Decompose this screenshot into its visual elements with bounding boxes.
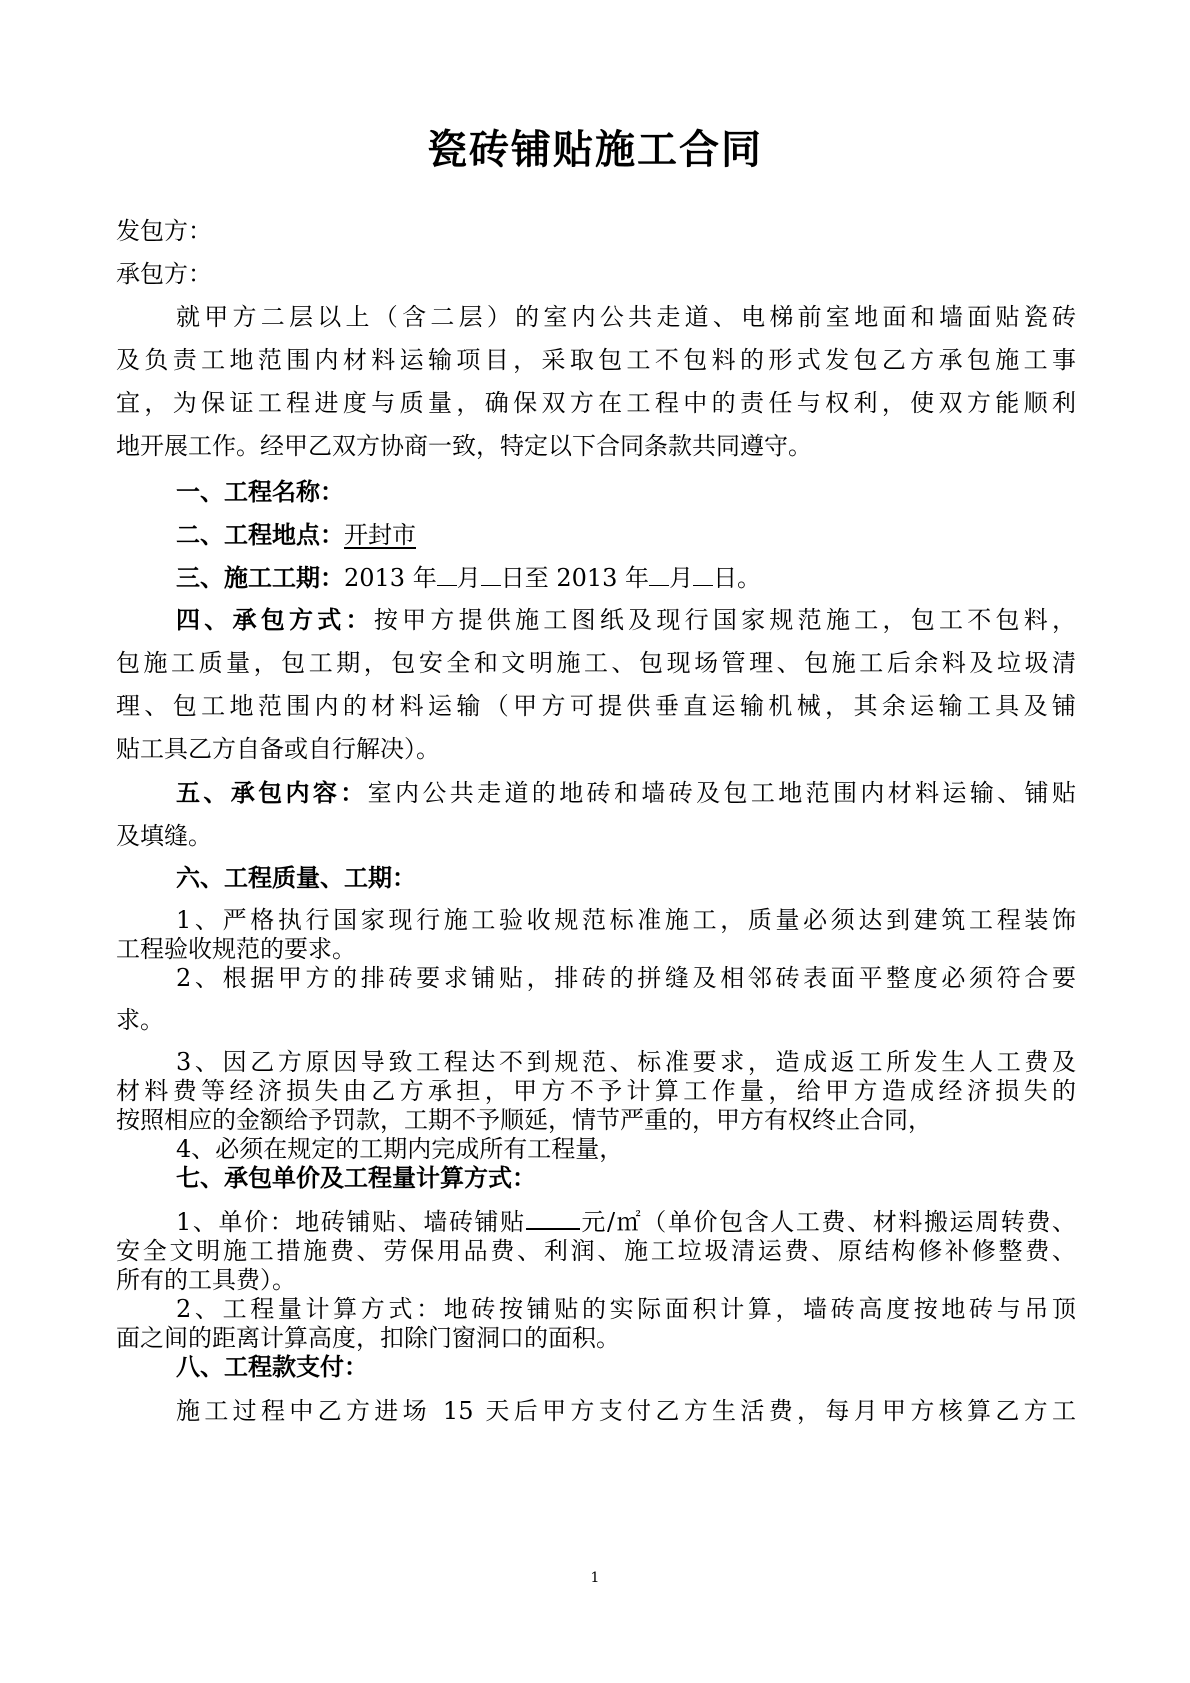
contractor-label: 承包方： [116,260,212,288]
end-month-blank [649,563,669,586]
section-heading-quality: 六、工程质量、工期： [176,864,416,892]
start-day-blank [481,563,501,586]
intro-line: 及负责工地范围内材料运输项目，采取包工不包料的形式发包乙方承包施工事 [116,346,1076,374]
unit-price-suffix: 元/㎡（单价包含人工费、材料搬运周转费、 [579,1208,1076,1236]
document-title: 瓷砖铺贴施工合同 [427,127,763,173]
section-heading-contract-method: 四、承包方式： [176,606,374,634]
quality-item-2: 2、根据甲方的排砖要求铺贴，排砖的拼缝及相邻砖表面平整度必须符合要 [176,964,1076,992]
payment-line: 施工过程中乙方进场 15 天后甲方支付乙方生活费，每月甲方核算乙方工 [176,1397,1076,1425]
intro-line: 宜，为保证工程进度与质量，确保双方在工程中的责任与权利，使双方能顺利 [116,389,1076,417]
section-contract-method [176,604,1076,636]
project-location-value: 开封市 [344,521,416,549]
start-month-label: 月 [456,564,481,592]
section-heading-project-name: 一、工程名称： [176,478,344,506]
section-heading-unit-price: 七、承包单价及工程量计算方式： [176,1164,536,1192]
quantity-calc-item-2-cont: 面之间的距离计算高度，扣除门窗洞口的面积。 [116,1324,620,1352]
quality-item-3-cont: 材料费等经济损失由乙方承担，甲方不予计算工作量，给甲方造成经济损失的 [116,1077,1076,1105]
end-day-label: 日。 [713,564,762,592]
quality-item-3: 3、因乙方原因导致工程达不到规范、标准要求，造成返工所发生人工费及 [176,1048,1076,1076]
contract-method-line: 贴工具乙方自备或自行解决）。 [116,735,440,763]
quality-item-4: 4、必须在规定的工期内完成所有工程量， [176,1135,624,1163]
quality-item-2-cont: 求。 [116,1006,164,1034]
quality-item-3-cont: 按照相应的金额给予罚款，工期不予顺延，情节严重的，甲方有权终止合同， [116,1106,932,1134]
unit-price-item-1-cont: 所有的工具费）。 [116,1266,296,1294]
contract-content-line: 及填缝。 [116,822,212,850]
contract-content-text: 室内公共走道的地砖和墙砖及包工地范围内材料运输、铺贴 [367,779,1076,807]
section-heading-construction-period: 三、施工工期： [176,564,344,592]
section-contract-content [176,777,1076,809]
quantity-calc-item-2: 2、工程量计算方式：地砖按铺贴的实际面积计算，墙砖高度按地砖与吊顶 [176,1295,1076,1323]
quality-item-1: 1、严格执行国家现行施工验收规范标准施工，质量必须达到建筑工程装饰 [176,906,1076,934]
section-heading-payment: 八、工程款支付： [176,1353,368,1381]
unit-price-item-1-cont: 安全文明施工措施费、劳保用品费、利润、施工垃圾清运费、原结构修补修整费、 [116,1237,1076,1265]
unit-price-item-1 [176,1206,1076,1238]
contract-method-line: 理、包工地范围内的材料运输（甲方可提供垂直运输机械，其余运输工具及铺 [116,692,1076,720]
start-month-blank [437,563,457,586]
section-project-location [176,519,1076,551]
section-heading-contract-content: 五、承包内容： [176,779,368,807]
contract-method-line: 包施工质量，包工期，包安全和文明施工、包现场管理、包施工后余料及垃圾清 [116,649,1076,677]
unit-price-blank [526,1206,580,1230]
intro-line: 就甲方二层以上（含二层）的室内公共走道、电梯前室地面和墙面贴瓷砖 [176,303,1076,331]
quality-item-1-cont: 工程验收规范的要求。 [116,935,356,963]
section-construction-period [176,562,1076,594]
end-day-blank [693,563,713,586]
section-heading-project-location: 二、工程地点： [176,521,344,549]
page-number: 1 [590,1570,600,1586]
intro-line: 地开展工作。经甲乙双方协商一致，特定以下合同条款共同遵守。 [116,432,812,460]
employer-label: 发包方： [116,217,212,245]
contract-method-text: 按甲方提供施工图纸及现行国家规范施工，包工不包料， [373,606,1077,634]
unit-price-prefix: 1、单价：地砖铺贴、墙砖铺贴 [176,1208,526,1236]
end-year: 日至 2013 年 [500,564,650,592]
start-year: 2013 年 [344,564,437,592]
end-month-label: 月 [669,564,694,592]
